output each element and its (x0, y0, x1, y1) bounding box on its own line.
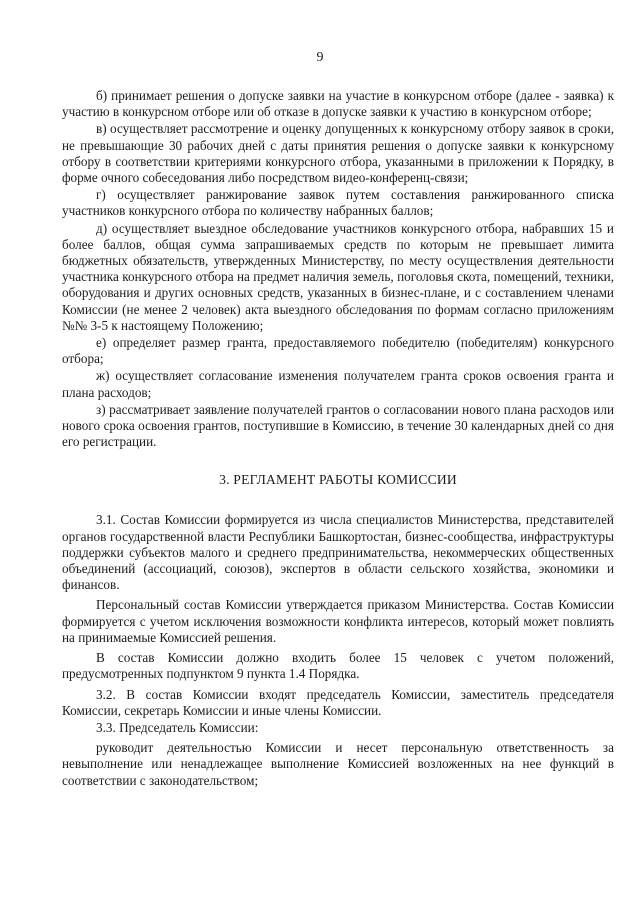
paragraph-3-1: 3.1. Состав Комиссии формируется из числа специалистов Министерства, представителей органов государственной власти Республики Башкортостан, бизнес-сообщества, инфраструктуры поддержки субъектов малого и среднего предпринимательства, некоммерческих общественных объединений (ассоциаций, союзов), экспертов в области сельского хозяйства, экономики и финансов. (62, 512, 614, 593)
commission-functions-list (62, 88, 614, 450)
list-item-zh: ж) осуществляет согласование изменения получателем гранта сроков освоения гранта и плана расходов; (62, 368, 614, 400)
list-item-v: в) осуществляет рассмотрение и оценку допущенных к конкурсному отбору заявок в сроки, не превышающие 30 рабочих дней с даты принятия решения о допуске заявки к конкурсному отбору в соответствии критериями конкурсного отбора, указанными в приложении к Порядку, в форме очного собеседования либо посредством видео-конференц-связи; (62, 121, 614, 186)
section-body (62, 512, 614, 788)
paragraph-chair-duties: руководит деятельностью Комиссии и несет персональную ответственность за невыполнение или ненадлежащее выполнение Комиссией возложенных на нее функций в соответствии с законодательством; (62, 740, 614, 788)
list-item-z: з) рассматривает заявление получателей грантов о согласовании нового плана расходов или нового срока освоения грантов, поступившие в Комиссию, в течение 30 календарных дней со дня его регистрации. (62, 401, 614, 450)
paragraph-3-2: 3.2. В состав Комиссии входят председатель Комиссии, заместитель председателя Комиссии, секретарь Комиссии и иные члены Комиссии. (62, 686, 614, 718)
paragraph-composition: Персональный состав Комиссии утверждается приказом Министерства. Состав Комиссии формируется с учетом исключения возможности конфликта интересов, который может повлиять на принимаемые Комиссией решения. (62, 597, 614, 645)
paragraph-member-count: В состав Комиссии должно входить более 15 человек с учетом положений, предусмотренных подпунктом 9 пункта 1.4 Порядка. (62, 650, 614, 682)
section-heading: 3. РЕГЛАМЕНТ РАБОТЫ КОМИССИИ (219, 472, 457, 488)
paragraph-3-3: 3.3. Председатель Комиссии: (96, 719, 259, 735)
page-number: 9 (316, 50, 324, 65)
list-item-e: е) определяет размер гранта, предоставляемого победителю (победителям) конкурсного отбора; (62, 335, 614, 367)
list-item-b: б) принимает решения о допуске заявки на участие в конкурсном отборе (далее - заявка) к участию в конкурсном отборе или об отказе в допуске заявки к участию в конкурсном отборе; (62, 88, 614, 120)
document-body (62, 88, 614, 790)
list-item-g: г) осуществляет ранжирование заявок путем составления ранжированного списка участников конкурсного отбора по количеству набранных баллов; (62, 187, 614, 219)
list-item-d: д) осуществляет выездное обследование участников конкурсного отбора, набравших 15 и более баллов, общая сумма запрашиваемых средств по которым не превышает лимита бюджетных обязательств, утвержденных Министерству, по месту осуществления деятельности участника конкурсного отбора на предмет наличия земель, поголовья скота, помещений, техники, оборудования и других основных средств, указанных в бизнес-плане, и с составлением членами Комиссии (не менее 2 человек) акта выездного обследования по формам согласно приложениям №№ 3-5 к настоящему Положению; (62, 220, 614, 333)
